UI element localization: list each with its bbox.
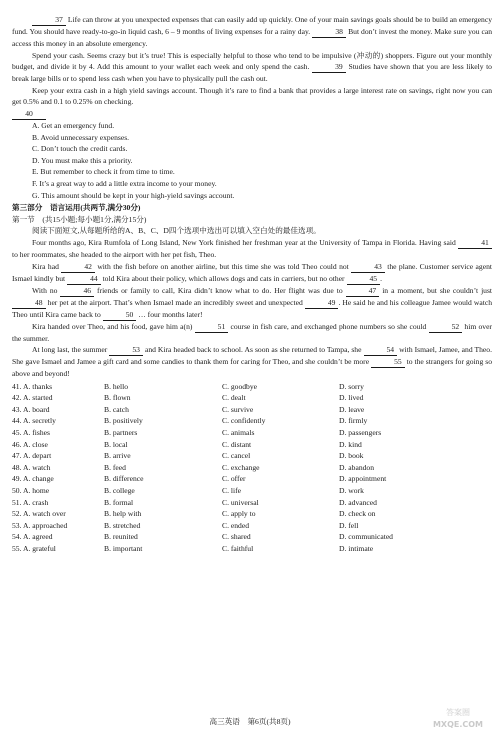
option-a: A. Get an emergency fund. xyxy=(32,120,115,130)
choice-cell: C. animals xyxy=(222,428,255,438)
blank-48: 48 xyxy=(12,298,46,309)
choice-cell: B. arrive xyxy=(104,451,131,461)
choice-cell: 51. A. crash xyxy=(12,497,49,507)
blank-50: 50 xyxy=(103,310,137,321)
choice-cell: C. confidently xyxy=(222,416,266,426)
blank-41: 41 xyxy=(458,238,492,249)
paragraph-1: 37 Life can throw at you unexpected expenses that can easily add up quickly. One of your main savings goals should be to build an emergency fund. You should have ready-to-go-in liquid cash, 6 – 9 months of living expenses for a rainy day. 38 But don’t invest the money. Make sure you can access this money in an absolute emergency. xyxy=(12,15,492,48)
choice-cell: B. important xyxy=(104,544,143,553)
watermark-text-top: 答案圈 xyxy=(446,708,470,717)
choice-cell: D. advanced xyxy=(339,497,377,507)
choice-cell: 42. A. started xyxy=(12,393,53,403)
instruction: 阅读下面短文,从每题所给的A、B、C、D四个选项中选出可以填入空白处的最佳选项。 xyxy=(32,226,321,236)
choice-cell: D. abandon xyxy=(339,462,375,472)
section-subtitle: 第一节 (共15小题;每小题1分,满分15分) xyxy=(12,214,147,224)
option-list xyxy=(12,120,492,201)
choice-cell: B. reunited xyxy=(104,532,138,542)
choice-cell: B. local xyxy=(104,439,128,449)
choice-cell: B. positively xyxy=(104,416,143,426)
paragraph-3-blank xyxy=(12,108,492,120)
watermark-text-bottom: MXQE.COM xyxy=(432,720,484,729)
choice-cell: D. book xyxy=(339,451,364,461)
blank-51: 51 xyxy=(195,322,229,333)
option-c: C. Don’t touch the credit cards. xyxy=(32,144,128,154)
choice-cell: C. ended xyxy=(222,520,249,530)
choice-cell: B. help with xyxy=(104,509,142,519)
blank-52: 52 xyxy=(429,322,463,333)
blank-39: 39 xyxy=(312,62,346,73)
choice-cell: B. flown xyxy=(104,393,131,403)
choice-cell: C. apply to xyxy=(222,509,256,519)
cloze-paragraph-5: At long last, the summer 53 and Kira headed back to school. As soon as she returned to Tampa, she 54 with Ismael, Jamee, and Theo. She gave Ismael and Jamee a gift card and some candies to thank them for caring for Theo, and she couldn’t be more 55 to the strangers for going so above and beyond! xyxy=(12,345,493,379)
blank-40: 40 xyxy=(12,109,46,120)
blank-43: 43 xyxy=(351,262,385,273)
blank-45: 45 xyxy=(347,274,381,285)
cloze-paragraph-2: Kira had 42 with the fish before on another airline, but this time she was told Theo could not 43 the plane. Customer service agent Ismael kindly but 44 told Kira about their policy, which allows dogs and cats in carriers, but no other 45 . xyxy=(12,261,492,283)
choice-cell: B. formal xyxy=(104,497,134,507)
blank-44: 44 xyxy=(67,274,101,285)
choice-cell: B. catch xyxy=(104,404,129,414)
choice-cell: D. work xyxy=(339,486,364,496)
option-e: E. But remember to check it from time to time. xyxy=(32,167,175,177)
choice-cell: D. fell xyxy=(339,520,359,530)
choice-cell: C. dealt xyxy=(222,393,246,403)
choice-cell: C. shared xyxy=(222,532,251,542)
option-d: D. You must make this a priority. xyxy=(32,155,133,165)
choice-cell: 54. A. agreed xyxy=(12,532,53,542)
blank-46: 46 xyxy=(60,286,94,297)
choice-cell: C. cancel xyxy=(222,451,251,461)
choice-cell: C. offer xyxy=(222,474,246,484)
cloze-paragraph-1: Four months ago, Kira Rumfola of Long Island, New York finished her freshman year at the University of Tampa in Florida. Having said 41 to her roommates, she headed to the airport with her pet fish, Theo. xyxy=(12,237,492,261)
choice-cell: 43. A. board xyxy=(12,404,50,414)
choice-cell: D. kind xyxy=(339,439,362,449)
blank-47: 47 xyxy=(346,286,380,297)
choice-cell: 47. A. depart xyxy=(12,451,52,461)
option-g: G. This amount should be kept in your high-yield savings account. xyxy=(32,190,235,200)
choice-cell: 46. A. close xyxy=(12,439,48,449)
choice-cell: D. communicated xyxy=(339,532,393,542)
choice-cell: 49. A. change xyxy=(12,474,54,484)
choice-cell: D. appointment xyxy=(339,474,387,484)
paragraph-2: Spend your cash. Seems crazy but it’s true! This is especially helpful to those who tend to be impulsive (冲动的) shoppers. Figure out your monthly budget, and divide it by 4. Add this amount to your wallet each week and only spend the cash. 39 Studies have shown that you are less likely to break large bills or to spend less cash when you have to physically pull the cash out. xyxy=(12,50,492,84)
paragraph-3: Keep your extra cash in a high yield savings account. Though it’s rare to find a bank that provides a large interest rate on savings, right now you can get 0.5% and 0.1 to 0.25% on checking. xyxy=(12,85,492,107)
choice-cell: C. universal xyxy=(222,497,259,507)
choice-cell: B. partners xyxy=(104,428,138,438)
choice-cell: C. distant xyxy=(222,439,252,449)
choice-cell: 55. A. grateful xyxy=(12,544,56,553)
choice-cell: 53. A. approached xyxy=(12,520,68,530)
choice-cell: 44. A. secretly xyxy=(12,416,56,426)
cloze-paragraph-4: Kira handed over Theo, and his food, gave him a(n) 51 course in fish care, and exchanged phone numbers so she could 52 him over the summer. xyxy=(12,321,492,343)
choice-cell: 41. A. thanks xyxy=(12,381,53,391)
blank-54: 54 xyxy=(364,345,398,356)
choice-cell: C. exchange xyxy=(222,462,260,472)
choice-cell: D. intimate xyxy=(339,544,374,553)
cloze-paragraph-3: With no 46 friends or family to call, Kira didn’t know what to do. Her flight was due to 47 in a moment, but she couldn’t just 48 her pet at the airport. That’s when Ismael made an incredibly sweet and unexpected 49 . He said he and his colleague Jamee would watch Theo until Kira came back to 50 … four months later! xyxy=(12,285,493,319)
choice-cell: 50. A. home xyxy=(12,486,50,496)
blank-49: 49 xyxy=(305,298,339,309)
choice-grid xyxy=(12,381,492,555)
choice-cell: D. firmly xyxy=(339,416,368,426)
choice-cell: C. faithful xyxy=(222,544,254,553)
watermark-logo xyxy=(422,703,494,731)
section-title: 第三部分 语言运用(共两节,满分30分) xyxy=(12,203,141,213)
choice-cell: B. hello xyxy=(104,381,129,391)
choice-cell: C. life xyxy=(222,486,241,496)
page-footer: 高三英语 第6页(共8页) xyxy=(209,717,291,726)
choice-cell: C. goodbye xyxy=(222,381,258,391)
choice-cell: B. stretched xyxy=(104,520,141,530)
choice-cell: D. sorry xyxy=(339,381,364,391)
choice-cell: D. check on xyxy=(339,509,376,519)
option-f: F. It’s a great way to add a little extra income to your money. xyxy=(32,178,217,188)
blank-38: 38 xyxy=(312,27,346,38)
blank-53: 53 xyxy=(109,345,143,356)
choice-cell: B. difference xyxy=(104,474,144,484)
blank-42: 42 xyxy=(61,262,95,273)
choice-cell: 45. A. fishes xyxy=(12,428,50,438)
choice-cell: B. college xyxy=(104,486,135,496)
blank-55: 55 xyxy=(371,357,405,368)
choice-cell: D. passengers xyxy=(339,428,382,438)
choice-cell: 48. A. watch xyxy=(12,462,51,472)
choice-cell: B. feed xyxy=(104,462,126,472)
choice-cell: D. lived xyxy=(339,393,364,403)
choice-cell: 52. A. watch over xyxy=(12,509,66,519)
blank-37: 37 xyxy=(32,15,66,26)
choice-cell: C. survive xyxy=(222,404,254,414)
choice-cell: D. leave xyxy=(339,404,365,414)
option-b: B. Avoid unnecessary expenses. xyxy=(32,132,130,142)
